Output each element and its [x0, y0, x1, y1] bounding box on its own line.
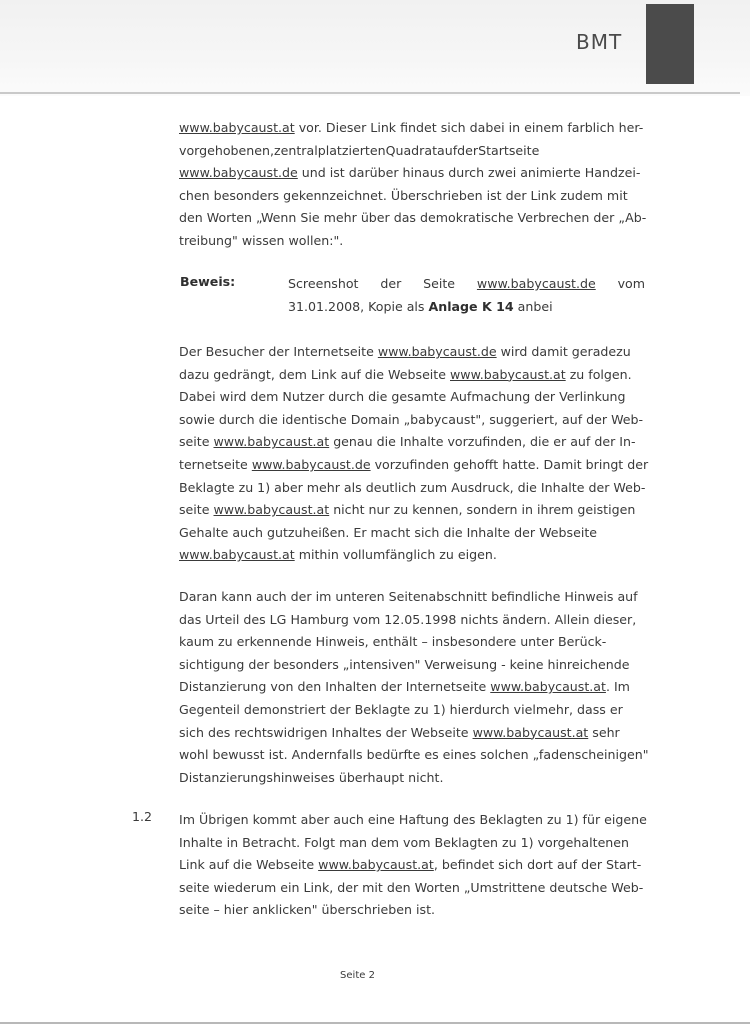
- paragraph-section-1-2: [179, 809, 645, 922]
- text-line: seite www.babycaust.at nicht nur zu kennen, sondern in ihrem geistigen: [179, 502, 636, 518]
- header-divider: [0, 92, 740, 94]
- text-line: Screenshot der Seite www.babycaust.de vom: [288, 273, 645, 296]
- brand-logo-text: BMT: [576, 30, 623, 54]
- text-line: wohl bewusst ist. Andernfalls bedürfte es eines solchen „fadenscheinigen": [179, 747, 649, 763]
- text-line: Im Übrigen kommt aber auch eine Haftung des Beklagten zu 1) für eigene: [179, 812, 647, 827]
- text-line: den Worten „Wenn Sie mehr über das demokratische Verbrechen der „Ab-: [179, 210, 647, 226]
- text-line: vorgehobenen,zentralplatziertenQuadrataufderStartseite: [179, 142, 540, 158]
- link-babycaust-de[interactable]: www.babycaust.de: [377, 344, 497, 359]
- text-line: sich des rechtswidrigen Inhaltes der Webseite www.babycaust.at sehr: [179, 724, 620, 740]
- link-babycaust-de[interactable]: www.babycaust.de: [251, 456, 371, 472]
- text-line: Inhalte in Betracht. Folgt man dem vom Beklagten zu 1) vorgehaltenen: [179, 834, 630, 850]
- text-line: kaum zu erkennende Hinweis, enthält – insbesondere unter Berück-: [179, 634, 607, 650]
- link-babycaust-at[interactable]: www.babycaust.at: [490, 679, 606, 695]
- text-line: 31.01.2008, Kopie als Anlage K 14 anbei: [288, 298, 553, 314]
- page-header: [0, 0, 750, 96]
- text-line: www.babycaust.de und ist darüber hinaus durch zwei animierte Handzei-: [179, 165, 641, 181]
- text-line: Distanzierung von den Inhalten der Internetseite www.babycaust.at. Im: [179, 679, 630, 695]
- text-line: www.babycaust.at vor. Dieser Link findet sich dabei in einem farblich her-: [179, 120, 644, 135]
- paragraph-visitor: [179, 341, 649, 567]
- brand-logo-block: [646, 4, 694, 84]
- link-babycaust-at[interactable]: www.babycaust.at: [179, 547, 295, 563]
- paragraph-disclaimer: [179, 586, 649, 789]
- text-line: Link auf die Webseite www.babycaust.at, befindet sich dort auf der Start-: [179, 857, 642, 873]
- text-line: Daran kann auch der im unteren Seitenabschnitt befindliche Hinweis auf: [179, 589, 638, 604]
- text-line: Gehalte auch gutzuheißen. Er macht sich die Inhalte der Webseite: [179, 524, 598, 540]
- text-line: seite – hier anklicken" überschrieben ist.: [179, 902, 436, 918]
- footer-divider: [0, 1022, 750, 1024]
- text-line: sowie durch die identische Domain „babycaust", suggeriert, auf der Web-: [179, 411, 644, 427]
- exhibit-reference: Anlage K 14: [428, 298, 514, 314]
- link-babycaust-de[interactable]: www.babycaust.de: [476, 276, 596, 291]
- text-line: seite wiederum ein Link, der mit den Worten „Umstrittene deutsche Web-: [179, 879, 644, 895]
- text-line: seite www.babycaust.at genau die Inhalte vorzufinden, die er auf der In-: [179, 434, 636, 450]
- link-babycaust-at[interactable]: www.babycaust.at: [318, 857, 434, 873]
- page-number: Seite 2: [340, 970, 375, 981]
- text-line: Der Besucher der Internetseite www.babycaust.de wird damit geradezu: [179, 344, 631, 359]
- link-babycaust-at[interactable]: www.babycaust.at: [179, 120, 295, 135]
- text-line: das Urteil des LG Hamburg vom 12.05.1998 nichts ändern. Allein dieser,: [179, 611, 637, 627]
- text-line: dazu gedrängt, dem Link auf die Webseite www.babycaust.at zu folgen.: [179, 366, 632, 382]
- text-line: www.babycaust.at mithin vollumfänglich zu eigen.: [179, 547, 497, 563]
- paragraph-intro: [179, 117, 645, 253]
- text-line: Dabei wird dem Nutzer durch die gesamte Aufmachung der Verlinkung: [179, 389, 626, 405]
- text-line: chen besonders gekennzeichnet. Überschrieben ist der Link zudem mit: [179, 187, 628, 203]
- section-number: 1.2: [132, 809, 153, 824]
- text-line: Beklagte zu 1) aber mehr als deutlich zum Ausdruck, die Inhalte der Web-: [179, 479, 646, 495]
- link-babycaust-at[interactable]: www.babycaust.at: [213, 502, 330, 518]
- link-babycaust-at[interactable]: www.babycaust.at: [213, 434, 330, 450]
- text-line: sichtigung der besonders „intensiven" Verweisung - keine hinreichende: [179, 656, 630, 672]
- link-babycaust-at[interactable]: www.babycaust.at: [472, 724, 589, 740]
- link-babycaust-de[interactable]: www.babycaust.de: [179, 165, 298, 181]
- link-babycaust-at[interactable]: www.babycaust.at: [450, 366, 566, 382]
- text-line: ternetseite www.babycaust.de vorzufinden gehofft hatte. Damit bringt der: [179, 456, 649, 472]
- text-line: Distanzierungshinweises überhaupt nicht.: [179, 769, 444, 785]
- text-line: treibung" wissen wollen:".: [179, 232, 344, 248]
- evidence-text: [288, 273, 645, 318]
- text-line: Gegenteil demonstriert der Beklagte zu 1) hierdurch vielmehr, dass er: [179, 701, 623, 717]
- evidence-label: Beweis:: [180, 274, 236, 289]
